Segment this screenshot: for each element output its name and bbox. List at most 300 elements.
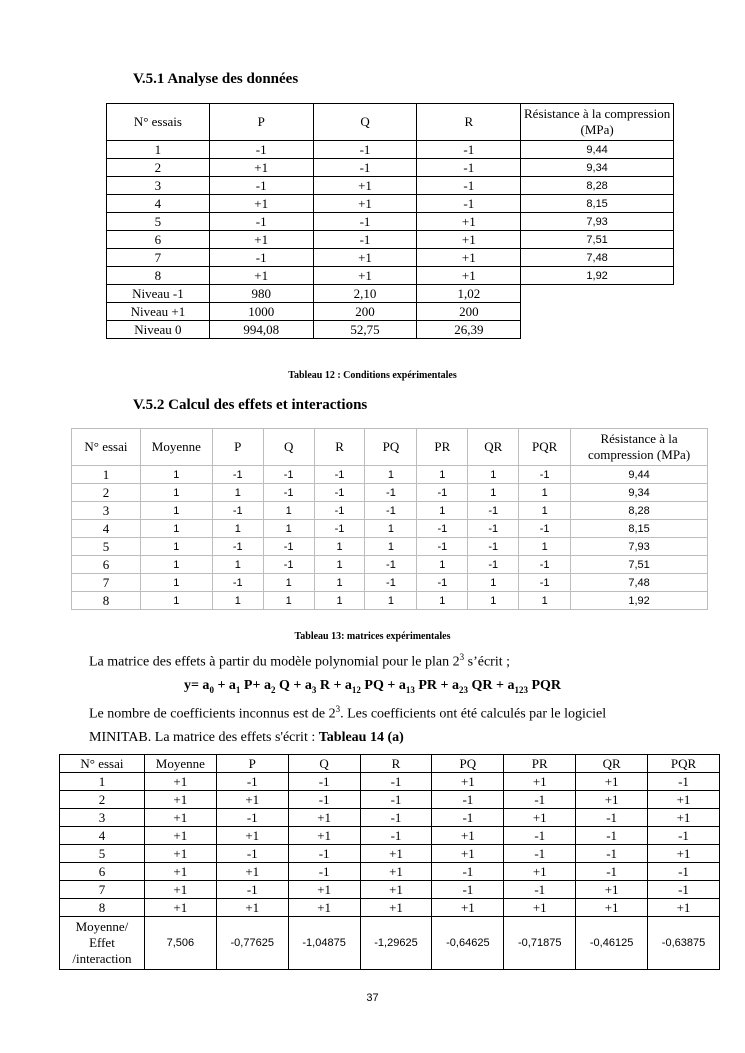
table-row bbox=[107, 195, 674, 213]
level-cell: 980 bbox=[209, 285, 313, 303]
level-cell: Niveau 0 bbox=[107, 321, 210, 339]
table-cell: -1 bbox=[360, 791, 432, 809]
table-cell: -1 bbox=[263, 484, 314, 502]
header-cell: Résistance à la compression (MPa) bbox=[521, 104, 674, 141]
table-cell: +1 bbox=[209, 159, 313, 177]
table-cell: -1 bbox=[576, 827, 648, 845]
table-cell: -1 bbox=[360, 773, 432, 791]
table-cell: 1 bbox=[60, 773, 145, 791]
table-cell: -1 bbox=[432, 881, 504, 899]
empty-cell bbox=[521, 303, 674, 321]
table-cell: 7 bbox=[72, 574, 141, 592]
table-cell: 5 bbox=[72, 538, 141, 556]
header-cell: N° essai bbox=[72, 429, 141, 466]
table-cell: +1 bbox=[432, 827, 504, 845]
effect-value-cell: -1,29625 bbox=[360, 917, 432, 970]
table-cell: +1 bbox=[209, 267, 313, 285]
table-row bbox=[60, 809, 720, 827]
header-cell: PQR bbox=[519, 429, 571, 466]
equation-term: PQR bbox=[531, 678, 562, 693]
table-row bbox=[60, 881, 720, 899]
table-cell: 1 bbox=[365, 538, 417, 556]
table-cell: +1 bbox=[360, 863, 432, 881]
table-cell: -1 bbox=[216, 809, 288, 827]
table-cell: 1,92 bbox=[571, 592, 708, 610]
equation-subscript: 13 bbox=[405, 684, 415, 695]
table-cell: +1 bbox=[417, 213, 521, 231]
table-cell: 7 bbox=[60, 881, 145, 899]
effects-label-line: Effet bbox=[89, 935, 115, 950]
table-cell: 7,93 bbox=[521, 213, 674, 231]
table-conditions-experimentales bbox=[106, 103, 674, 339]
header-cell: R bbox=[314, 429, 365, 466]
table-cell: +1 bbox=[216, 791, 288, 809]
table-cell: 2 bbox=[72, 484, 141, 502]
table-row bbox=[107, 213, 674, 231]
table-cell: 1 bbox=[140, 466, 212, 484]
table-cell: -1 bbox=[417, 159, 521, 177]
equation-term: + a bbox=[217, 678, 236, 693]
effect-value-cell: -0,64625 bbox=[432, 917, 504, 970]
table-row bbox=[60, 827, 720, 845]
table-cell: -1 bbox=[360, 809, 432, 827]
table-row bbox=[72, 574, 708, 592]
table-cell: +1 bbox=[504, 809, 576, 827]
table-cell: -1 bbox=[417, 574, 468, 592]
table-cell: +1 bbox=[417, 249, 521, 267]
table-cell: -1 bbox=[504, 791, 576, 809]
table-cell: 1 bbox=[468, 466, 519, 484]
table-cell: -1 bbox=[468, 556, 519, 574]
table-cell: +1 bbox=[432, 899, 504, 917]
table-cell: +1 bbox=[288, 881, 360, 899]
table-cell: -1 bbox=[314, 502, 365, 520]
header-cell: PQ bbox=[432, 755, 504, 773]
table-row bbox=[72, 484, 708, 502]
paragraph-minitab: MINITAB. La matrice des effets s'écrit : Tableau 14 (a) bbox=[89, 730, 404, 745]
header-cell: QR bbox=[576, 755, 648, 773]
table-cell: 1 bbox=[140, 502, 212, 520]
table-cell: 2 bbox=[60, 791, 145, 809]
equation-subscript: 1 bbox=[235, 684, 241, 695]
header-cell: P bbox=[212, 429, 263, 466]
header-cell: Q bbox=[263, 429, 314, 466]
table-cell: 1 bbox=[263, 502, 314, 520]
table-13-caption: Tableau 13: matrices expérimentales bbox=[294, 631, 451, 642]
table-cell: -1 bbox=[313, 213, 417, 231]
table-cell: -1 bbox=[313, 231, 417, 249]
table-cell: 6 bbox=[107, 231, 210, 249]
table-cell: -1 bbox=[365, 502, 417, 520]
table-cell: 1 bbox=[519, 502, 571, 520]
table-cell: -1 bbox=[519, 466, 571, 484]
table-cell: 1 bbox=[212, 556, 263, 574]
table-cell: -1 bbox=[576, 809, 648, 827]
table-cell: 1 bbox=[468, 592, 519, 610]
table-cell: -1 bbox=[263, 538, 314, 556]
table-cell: -1 bbox=[314, 520, 365, 538]
table-cell: +1 bbox=[144, 827, 216, 845]
table-cell: +1 bbox=[576, 791, 648, 809]
table-cell: 8 bbox=[72, 592, 141, 610]
table-cell: +1 bbox=[504, 899, 576, 917]
table-cell: -1 bbox=[417, 177, 521, 195]
table-cell: 3 bbox=[107, 177, 210, 195]
table-row bbox=[60, 899, 720, 917]
table-cell: -1 bbox=[365, 556, 417, 574]
table-cell: 1 bbox=[72, 466, 141, 484]
table-cell: 1 bbox=[468, 484, 519, 502]
table-cell: +1 bbox=[313, 177, 417, 195]
table-cell: 1 bbox=[212, 592, 263, 610]
level-cell: 200 bbox=[313, 303, 417, 321]
table-row bbox=[72, 556, 708, 574]
table-matrice-effets bbox=[59, 754, 720, 970]
table-cell: +1 bbox=[144, 845, 216, 863]
table-cell: 8,15 bbox=[521, 195, 674, 213]
table-cell: 1 bbox=[263, 592, 314, 610]
table-cell: +1 bbox=[417, 231, 521, 249]
table-cell: -1 bbox=[417, 538, 468, 556]
table-cell: -1 bbox=[209, 249, 313, 267]
header-cell: PQ bbox=[365, 429, 417, 466]
level-cell: Niveau +1 bbox=[107, 303, 210, 321]
table-cell: -1 bbox=[417, 141, 521, 159]
table-cell: -1 bbox=[288, 845, 360, 863]
table-cell: 5 bbox=[107, 213, 210, 231]
table-cell: -1 bbox=[648, 881, 720, 899]
table-cell: 1 bbox=[314, 592, 365, 610]
paragraph-coefficients: Le nombre de coefficients inconnus est de $2^3$. Les coefficients ont été calculés par le logiciel bbox=[89, 704, 607, 722]
table-cell: 8,28 bbox=[571, 502, 708, 520]
table-cell: +1 bbox=[360, 845, 432, 863]
table-cell: -1 bbox=[263, 556, 314, 574]
table-cell: 7,51 bbox=[521, 231, 674, 249]
table-cell: -1 bbox=[519, 556, 571, 574]
effects-label-cell bbox=[60, 917, 145, 970]
header-cell: N° essai bbox=[60, 755, 145, 773]
table-cell: 1 bbox=[140, 592, 212, 610]
level-cell: 26,39 bbox=[417, 321, 521, 339]
table-row bbox=[107, 159, 674, 177]
effect-value-cell: -0,71875 bbox=[504, 917, 576, 970]
equation-subscript: 123 bbox=[514, 684, 528, 695]
header-cell: P bbox=[209, 104, 313, 141]
table-cell: -1 bbox=[216, 881, 288, 899]
table-cell: 1 bbox=[212, 520, 263, 538]
table-cell: +1 bbox=[576, 899, 648, 917]
table-cell: -1 bbox=[212, 574, 263, 592]
equation-term: Q + a bbox=[278, 678, 312, 693]
table-cell: 2 bbox=[107, 159, 210, 177]
table-row bbox=[107, 267, 674, 285]
table-cell: 1 bbox=[140, 484, 212, 502]
table-cell: 4 bbox=[107, 195, 210, 213]
table-cell: -1 bbox=[504, 827, 576, 845]
table-cell: -1 bbox=[519, 574, 571, 592]
table-cell: -1 bbox=[216, 845, 288, 863]
table-cell: -1 bbox=[648, 827, 720, 845]
header-cell: Moyenne bbox=[144, 755, 216, 773]
table-cell: -1 bbox=[212, 538, 263, 556]
table-cell: 1 bbox=[519, 484, 571, 502]
table-cell: -1 bbox=[288, 773, 360, 791]
table-12-caption: Tableau 12 : Conditions expérimentales bbox=[288, 370, 457, 381]
table-cell: 8,28 bbox=[521, 177, 674, 195]
table-cell: 3 bbox=[72, 502, 141, 520]
table-cell: +1 bbox=[504, 773, 576, 791]
table-row bbox=[107, 177, 674, 195]
section-heading-5-1: V.5.1 Analyse des données bbox=[133, 71, 299, 87]
table-cell: 6 bbox=[72, 556, 141, 574]
table-cell: +1 bbox=[360, 881, 432, 899]
table-cell: -1 bbox=[648, 863, 720, 881]
table-cell: 1 bbox=[365, 466, 417, 484]
table-cell: +1 bbox=[417, 267, 521, 285]
equation-term: P+ a bbox=[243, 678, 271, 693]
table-cell: 1 bbox=[140, 538, 212, 556]
level-cell: Niveau -1 bbox=[107, 285, 210, 303]
table-cell: 8 bbox=[107, 267, 210, 285]
table-cell: 1 bbox=[417, 502, 468, 520]
table-cell: 1 bbox=[212, 484, 263, 502]
equation-subscript: 23 bbox=[458, 684, 468, 695]
equation-term: R + a bbox=[319, 678, 352, 693]
table-cell: -1 bbox=[648, 773, 720, 791]
table-cell: +1 bbox=[144, 773, 216, 791]
table-cell: 1 bbox=[468, 574, 519, 592]
header-cell: Q bbox=[288, 755, 360, 773]
equation-subscript: 12 bbox=[351, 684, 361, 695]
table-cell: 9,44 bbox=[521, 141, 674, 159]
level-cell: 1,02 bbox=[417, 285, 521, 303]
table-cell: -1 bbox=[504, 881, 576, 899]
page-number: 37 bbox=[366, 992, 379, 1004]
table-cell: -1 bbox=[576, 845, 648, 863]
table-cell: -1 bbox=[365, 574, 417, 592]
level-row bbox=[107, 303, 674, 321]
table-cell: -1 bbox=[313, 141, 417, 159]
table-cell: +1 bbox=[648, 845, 720, 863]
empty-cell bbox=[521, 285, 674, 303]
table-cell: -1 bbox=[417, 195, 521, 213]
level-cell: 52,75 bbox=[313, 321, 417, 339]
table-cell: 3 bbox=[60, 809, 145, 827]
table-cell: -1 bbox=[432, 863, 504, 881]
table-cell: -1 bbox=[432, 809, 504, 827]
table-cell: 1 bbox=[314, 538, 365, 556]
empty-cell bbox=[521, 321, 674, 339]
table-row bbox=[107, 249, 674, 267]
table-cell: 6 bbox=[60, 863, 145, 881]
table-cell: +1 bbox=[288, 899, 360, 917]
table-cell: +1 bbox=[144, 791, 216, 809]
table-cell: 5 bbox=[60, 845, 145, 863]
table-cell: 1 bbox=[365, 520, 417, 538]
table-cell: 1 bbox=[107, 141, 210, 159]
table-cell: 1 bbox=[417, 556, 468, 574]
table-cell: 4 bbox=[60, 827, 145, 845]
table-cell: -1 bbox=[504, 845, 576, 863]
level-cell: 2,10 bbox=[313, 285, 417, 303]
header-cell: P bbox=[216, 755, 288, 773]
table-cell: 1 bbox=[140, 556, 212, 574]
table-cell: 1 bbox=[263, 574, 314, 592]
table-cell: 1 bbox=[140, 574, 212, 592]
table-cell: +1 bbox=[360, 899, 432, 917]
table-row bbox=[72, 466, 708, 484]
table-cell: +1 bbox=[648, 791, 720, 809]
polynomial-equation bbox=[0, 678, 745, 695]
table-header-row bbox=[107, 104, 674, 141]
equation-subscript: 2 bbox=[270, 684, 276, 695]
table-cell: -1 bbox=[468, 520, 519, 538]
effect-value-cell: -0,63875 bbox=[648, 917, 720, 970]
table-header-row bbox=[72, 429, 708, 466]
table-cell: -1 bbox=[209, 177, 313, 195]
table-cell: +1 bbox=[432, 845, 504, 863]
table-row bbox=[72, 538, 708, 556]
table-cell: 7,93 bbox=[571, 538, 708, 556]
table-matrices-experimentales bbox=[71, 428, 708, 610]
table-cell: 4 bbox=[72, 520, 141, 538]
table-cell: +1 bbox=[209, 195, 313, 213]
table-cell: 7,48 bbox=[521, 249, 674, 267]
table-row bbox=[72, 592, 708, 610]
table-cell: 1 bbox=[519, 592, 571, 610]
table-cell: +1 bbox=[288, 809, 360, 827]
table-cell: +1 bbox=[216, 827, 288, 845]
table-cell: 1 bbox=[417, 592, 468, 610]
table-cell: +1 bbox=[288, 827, 360, 845]
header-cell: PQR bbox=[648, 755, 720, 773]
table-row bbox=[72, 502, 708, 520]
table-cell: -1 bbox=[288, 863, 360, 881]
header-cell: QR bbox=[468, 429, 519, 466]
level-row bbox=[107, 321, 674, 339]
header-cell: PR bbox=[504, 755, 576, 773]
table-cell: +1 bbox=[144, 863, 216, 881]
section-heading-5-2: V.5.2 Calcul des effets et interactions bbox=[133, 397, 368, 413]
effects-row bbox=[60, 917, 720, 970]
equation-term: PR + a bbox=[418, 678, 459, 693]
equation-subscript: 0 bbox=[209, 684, 214, 695]
header-cell: PR bbox=[417, 429, 468, 466]
equation-term: y= a bbox=[183, 678, 210, 693]
table-row bbox=[72, 520, 708, 538]
table-cell: -1 bbox=[209, 141, 313, 159]
table-header-row bbox=[60, 755, 720, 773]
table-cell: +1 bbox=[144, 899, 216, 917]
equation-term: PQ + a bbox=[364, 678, 406, 693]
table-cell: +1 bbox=[216, 863, 288, 881]
level-cell: 1000 bbox=[209, 303, 313, 321]
table-row bbox=[60, 791, 720, 809]
table-cell: -1 bbox=[432, 791, 504, 809]
table-cell: -1 bbox=[519, 520, 571, 538]
table-cell: +1 bbox=[648, 899, 720, 917]
table-cell: 8 bbox=[60, 899, 145, 917]
table-cell: -1 bbox=[288, 791, 360, 809]
table-cell: 1 bbox=[519, 538, 571, 556]
table-cell: 1 bbox=[263, 520, 314, 538]
table-cell: +1 bbox=[313, 249, 417, 267]
table-row bbox=[107, 141, 674, 159]
table-row bbox=[60, 863, 720, 881]
table-row bbox=[60, 845, 720, 863]
equation-subscript: 3 bbox=[311, 684, 317, 695]
table-cell: 1 bbox=[140, 520, 212, 538]
header-cell: Résistance à la compression (MPa) bbox=[571, 429, 708, 466]
table-cell: 1 bbox=[417, 466, 468, 484]
table-cell: 8,15 bbox=[571, 520, 708, 538]
header-cell: R bbox=[417, 104, 521, 141]
table-cell: +1 bbox=[209, 231, 313, 249]
table-cell: -1 bbox=[468, 502, 519, 520]
table-cell: 7,51 bbox=[571, 556, 708, 574]
table-cell: -1 bbox=[365, 484, 417, 502]
effects-label-line: /interaction bbox=[72, 951, 132, 966]
table-cell: +1 bbox=[144, 881, 216, 899]
table-cell: 7 bbox=[107, 249, 210, 267]
header-cell: N° essais bbox=[107, 104, 210, 141]
effect-value-cell: -1,04875 bbox=[288, 917, 360, 970]
effect-value-cell: -0,77625 bbox=[216, 917, 288, 970]
table-cell: -1 bbox=[209, 213, 313, 231]
paragraph-matrice-effets: La matrice des effets à partir du modèle polynomial pour le plan $2^3$ s’écrit ; bbox=[89, 652, 510, 670]
level-row bbox=[107, 285, 674, 303]
table-cell: -1 bbox=[417, 520, 468, 538]
effect-value-cell: -0,46125 bbox=[576, 917, 648, 970]
equation-term: QR + a bbox=[471, 678, 515, 693]
table-cell: 1 bbox=[314, 574, 365, 592]
table-cell: -1 bbox=[417, 484, 468, 502]
table-cell: -1 bbox=[576, 863, 648, 881]
table-row bbox=[107, 231, 674, 249]
table-cell: +1 bbox=[313, 195, 417, 213]
table-cell: 1,92 bbox=[521, 267, 674, 285]
effect-value-cell: 7,506 bbox=[144, 917, 216, 970]
table-cell: -1 bbox=[313, 159, 417, 177]
table-cell: 1 bbox=[365, 592, 417, 610]
table-cell: -1 bbox=[263, 466, 314, 484]
table-cell: 1 bbox=[314, 556, 365, 574]
table-cell: +1 bbox=[432, 773, 504, 791]
table-cell: +1 bbox=[504, 863, 576, 881]
table-cell: -1 bbox=[314, 484, 365, 502]
table-cell: +1 bbox=[648, 809, 720, 827]
table-cell: 7,48 bbox=[571, 574, 708, 592]
table-cell: -1 bbox=[216, 773, 288, 791]
table-cell: -1 bbox=[314, 466, 365, 484]
header-cell: Moyenne bbox=[140, 429, 212, 466]
table-cell: +1 bbox=[576, 773, 648, 791]
effects-label-line: Moyenne/ bbox=[75, 919, 129, 934]
table-cell: +1 bbox=[313, 267, 417, 285]
table-cell: -1 bbox=[212, 466, 263, 484]
table-cell: -1 bbox=[468, 538, 519, 556]
table-cell: -1 bbox=[360, 827, 432, 845]
header-cell: Q bbox=[313, 104, 417, 141]
table-row bbox=[60, 773, 720, 791]
level-cell: 994,08 bbox=[209, 321, 313, 339]
header-cell: R bbox=[360, 755, 432, 773]
level-cell: 200 bbox=[417, 303, 521, 321]
table-cell: 9,44 bbox=[571, 466, 708, 484]
table-cell: 9,34 bbox=[571, 484, 708, 502]
table-cell: +1 bbox=[216, 899, 288, 917]
table-cell: +1 bbox=[144, 809, 216, 827]
